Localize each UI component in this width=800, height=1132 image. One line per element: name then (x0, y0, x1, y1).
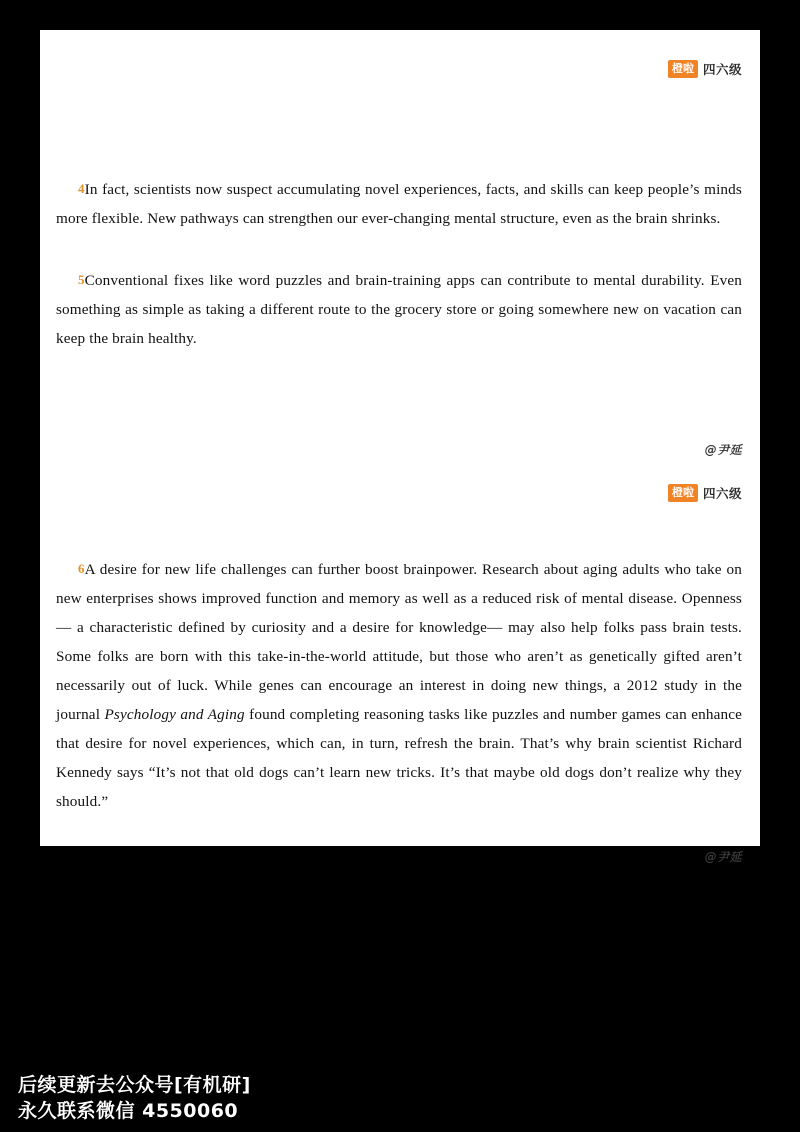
author-handle: @尹延 (704, 443, 742, 457)
paragraph-6 (56, 554, 742, 816)
gap-after-handle (56, 458, 742, 484)
brand-badge-icon: 橙啦 (668, 60, 698, 78)
paragraph-number-6: 6 (78, 561, 85, 576)
brand-name: 四六级 (702, 486, 742, 501)
paragraph-number-5: 5 (78, 272, 85, 287)
page-inner (56, 30, 742, 864)
paragraph-6-text-part1: A desire for new life challenges can further boost brainpower. Research about aging adults who take on new enterprises shows improved function and memory as well as a reduced risk of mental disease. Openness— a characteristic defined by curiosity and a desire for knowledge— may also help folks pass brain tests. Some folks are born with this take-in-the-world attitude, but those who aren’t as genetically gifted aren’t necessarily out of luck. While genes can encourage an interest in doing new things, a 2012 study in the journal (56, 561, 742, 723)
document-page (40, 30, 760, 864)
footer-overlay (18, 1072, 438, 1124)
handle-watermark-bottom (56, 848, 742, 865)
gap-before-paragraph-6 (56, 502, 742, 554)
brand-watermark-top (56, 60, 742, 78)
paragraph-5-text: Conventional fixes like word puzzles and brain-training apps can contribute to mental durability. Even something as simple as taking a different route to the grocery store or going somewhere new on vacation can keep the brain healthy. (56, 272, 742, 347)
footer-line-1: 后续更新去公众号[有机研] (18, 1074, 251, 1096)
paragraph-5 (56, 265, 742, 353)
brand-badge-icon: 橙啦 (668, 484, 698, 502)
paragraph-number-4: 4 (78, 181, 85, 196)
brand-watermark-mid (56, 484, 742, 502)
brand-name: 四六级 (702, 62, 742, 77)
gap-before-bottom-handle (56, 816, 742, 848)
paragraph-6-text-part2: found completing reasoning tasks like puzzles and number games can enhance that desire for novel experiences, which can, in turn, refresh the brain. That’s why brain scientist Richard Kennedy says “It’s not that old dogs can’t learn new tricks. It’s that maybe old dogs don’t realize why they should.” (56, 706, 742, 810)
top-spacer (56, 30, 742, 60)
author-handle: @尹延 (704, 850, 742, 864)
paragraph-4-text: In fact, scientists now suspect accumulating novel experiences, facts, and skills can keep people’s minds more flexible. New pathways can strengthen our ever-changing mental structure, even as the brain shrinks. (56, 181, 742, 227)
paragraph-4 (56, 174, 742, 233)
gap-before-paragraph-5 (56, 233, 742, 265)
handle-watermark-mid (56, 441, 742, 458)
gap-before-mid-watermark (56, 353, 742, 441)
journal-title: Psychology and Aging (104, 706, 245, 723)
footer-line-2: 永久联系微信 4550060 (18, 1100, 239, 1122)
gap-before-paragraph-4 (56, 78, 742, 174)
